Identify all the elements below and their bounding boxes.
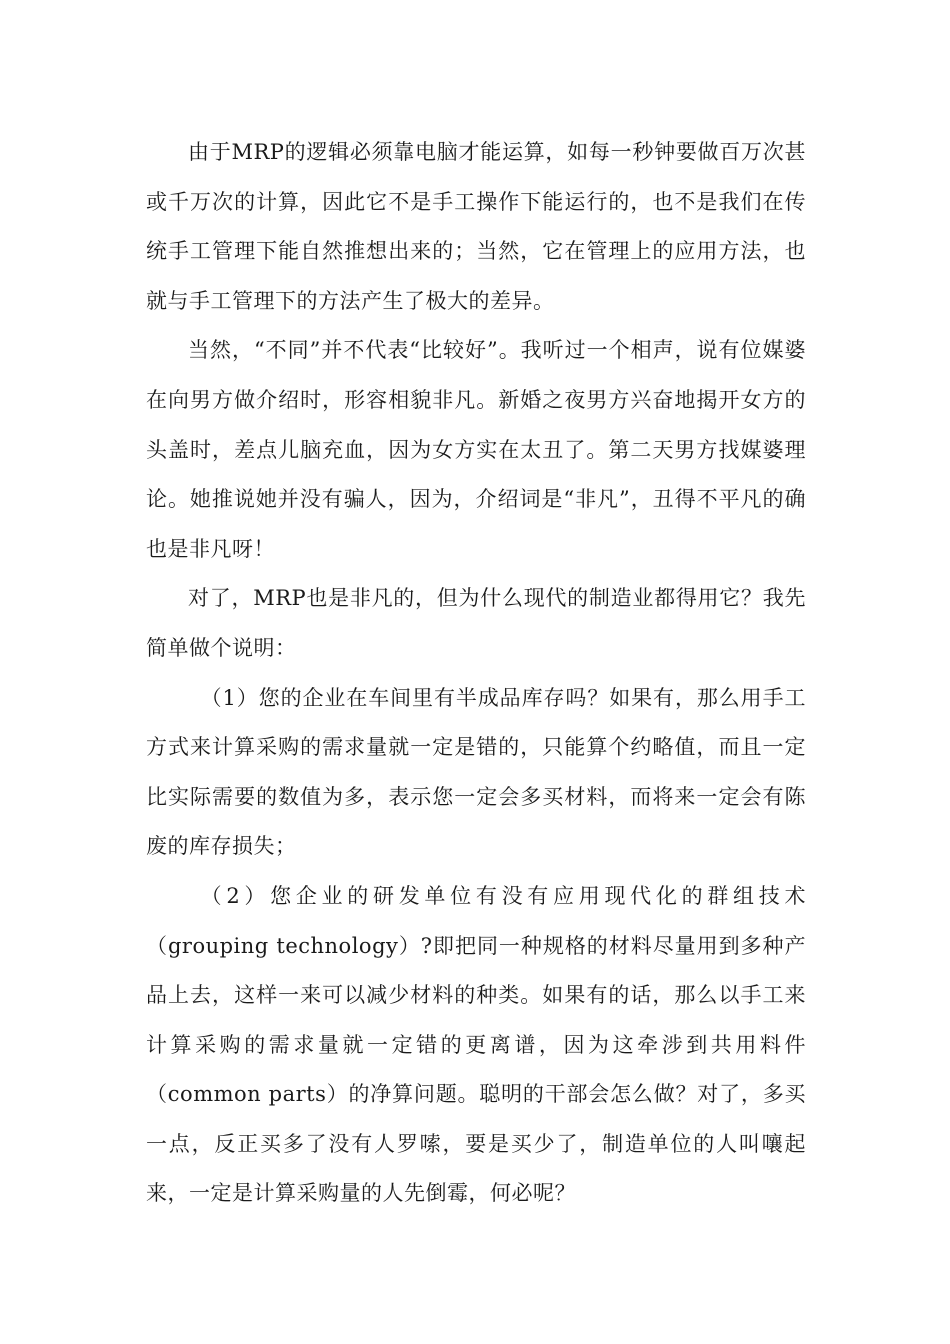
paragraph-point-2: （2）您企业的研发单位有没有应用现代化的群组技术（grouping technology）?即把同一种规格的材料尽量用到多种产品上去，这样一来可以减少材料的种类。如果有的话，那么以手工来计算采购的需求量就一定错的更离谱，因为这牵涉到共用料件（common parts）的净算问题。聪明的干部会怎么做？对了，多买一点，反正买多了没有人罗嗦，要是买少了，制造单位的人叫嚷起来，一定是计算采购量的人先倒霉，何必呢？ bbox=[146, 883, 806, 1206]
paragraph-point-1: （1）您的企业在车间里有半成品库存吗？如果有，那么用手工方式来计算采购的需求量就一定是错的，只能算个约略值，而且一定比实际需要的数值为多，表示您一定会多买材料，而将来一定会有陈废的库存损失； bbox=[146, 685, 806, 859]
document-body bbox=[146, 128, 806, 1219]
paragraph-mrp-logic: 由于MRP的逻辑必须靠电脑才能运算，如每一秒钟要做百万次甚或千万次的计算，因此它不是手工操作下能运行的，也不是我们在传统手工管理下能自然推想出来的；当然，它在管理上的应用方法，也就与手工管理下的方法产生了极大的差异。 bbox=[146, 140, 806, 313]
paragraph-why-mrp: 对了，MRP也是非凡的，但为什么现代的制造业都得用它？我先简单做个说明： bbox=[146, 586, 806, 660]
paragraph-matchmaker-story: 当然，“不同”并不代表“比较好”。我听过一个相声，说有位媒婆在向男方做介绍时，形容相貌非凡。新婚之夜男方兴奋地揭开女方的头盖时，差点儿脑充血，因为女方实在太丑了。第二天男方找媒婆理论。她推说她并没有骗人，因为，介绍词是“非凡”，丑得不平凡的确也是非凡呀！ bbox=[146, 338, 806, 561]
